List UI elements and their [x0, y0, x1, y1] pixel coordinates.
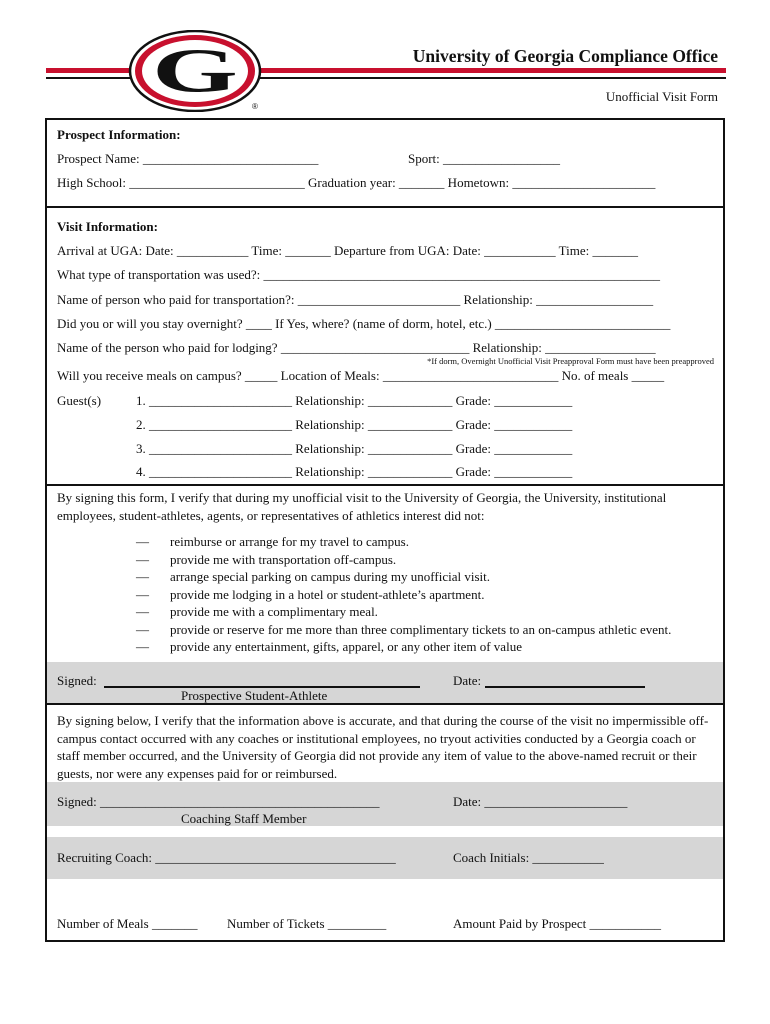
paid-transportation-field[interactable]: Name of person who paid for transportation?: _________________________ Relationship: __________________: [57, 292, 654, 307]
list-dash: —: [136, 587, 149, 602]
divider-certification-coach: [45, 703, 725, 705]
number-of-meals-field[interactable]: Number of Meals _______: [57, 916, 198, 931]
meals-field[interactable]: Will you receive meals on campus? _____ Location of Meals: ___________________________ No. of meals _____: [57, 368, 665, 383]
list-dash: —: [136, 552, 149, 567]
list-item: provide or reserve for me more than three complimentary tickets to an on-campus athletic event.: [170, 622, 672, 637]
divider-visit-certification: [45, 484, 725, 486]
dorm-preapproval-note: *If dorm, Overnight Unofficial Visit Preapproval Form must have been preapproved: [427, 356, 714, 366]
prospect-signature-band: [47, 662, 723, 703]
list-item: provide me lodging in a hotel or student-athlete’s apartment.: [170, 587, 485, 602]
list-dash: —: [136, 622, 149, 637]
form-subtitle: Unofficial Visit Form: [605, 89, 718, 104]
registered-mark: ®: [252, 102, 258, 111]
amount-paid-field[interactable]: Amount Paid by Prospect ___________: [453, 916, 661, 931]
prospect-signed-label: Signed:: [57, 673, 97, 688]
list-item: arrange special parking on campus during my unofficial visit.: [170, 569, 490, 584]
guest-row[interactable]: 1. ______________________ Relationship: _____________ Grade: ____________: [136, 393, 573, 408]
list-item: provide me with transportation off-campus.: [170, 552, 397, 567]
divider-prospect-visit: [45, 206, 725, 208]
overnight-field[interactable]: Did you or will you stay overnight? ____ If Yes, where? (name of dorm, hotel, etc.) ___________________________: [57, 316, 671, 331]
coach-verification-statement: By signing below, I verify that the information above is accurate, and that during the course of the visit no impermissible off-campus contact occurred with any coaches or institutional employees, no tryout activities conducted by a Georgia coach or staff member occurred, and the University of Georgia did not provide any item of value to the above-named recruit or their guests, nor were any expenses paid for or reimbursed.: [57, 713, 709, 781]
list-dash: —: [136, 569, 149, 584]
prospect-date-line[interactable]: [485, 686, 645, 688]
sport-field[interactable]: Sport: __________________: [408, 151, 561, 166]
coach-date-field[interactable]: Date: ______________________: [453, 794, 628, 809]
arrival-departure-fields[interactable]: Arrival at UGA: Date: ___________ Time: _______ Departure from UGA: Date: ___________ Time: _______: [57, 243, 638, 258]
guest-row[interactable]: 2. ______________________ Relationship: _____________ Grade: ____________: [136, 417, 573, 432]
coach-initials-field[interactable]: Coach Initials: ___________: [453, 850, 604, 865]
list-dash: —: [136, 604, 149, 619]
list-dash: —: [136, 534, 149, 549]
logo-letter: G: [152, 36, 238, 106]
guests-label: Guest(s): [57, 393, 102, 408]
guest-row[interactable]: 4. ______________________ Relationship: _____________ Grade: ____________: [136, 464, 573, 479]
prospect-name-field[interactable]: Prospect Name: ___________________________: [57, 151, 319, 166]
list-item: provide any entertainment, gifts, apparel, or any other item of value: [170, 639, 522, 654]
lodging-payer-field[interactable]: Name of the person who paid for lodging? _____________________________ Relationship: _________________: [57, 340, 656, 355]
prospect-heading: Prospect Information:: [57, 127, 181, 142]
list-dash: —: [136, 639, 149, 654]
school-graduation-hometown-fields[interactable]: High School: ___________________________ Graduation year: _______ Hometown: ______________________: [57, 175, 656, 190]
list-item: reimburse or arrange for my travel to campus.: [170, 534, 409, 549]
uga-g-logo: [128, 30, 262, 112]
recruiting-coach-field[interactable]: Recruiting Coach: _____________________________________: [57, 850, 396, 865]
guest-row[interactable]: 3. ______________________ Relationship: _____________ Grade: ____________: [136, 441, 573, 456]
prospect-signer-caption: Prospective Student-Athlete: [181, 688, 328, 703]
list-item: provide me with a complimentary meal.: [170, 604, 378, 619]
coach-signature-field[interactable]: Signed: ___________________________________________: [57, 794, 380, 809]
coach-signer-caption: Coaching Staff Member: [181, 811, 307, 826]
visit-heading: Visit Information:: [57, 219, 158, 234]
page-title: University of Georgia Compliance Office: [412, 46, 718, 66]
certification-intro: By signing this form, I verify that during my unofficial visit to the University of Georgia, the University, institutional employees, student-athletes, agents, or representatives of athletics interest did not:: [57, 490, 667, 523]
number-of-tickets-field[interactable]: Number of Tickets _________: [227, 916, 387, 931]
transportation-field[interactable]: What type of transportation was used?: _____________________________________________________________: [57, 267, 660, 282]
prospect-date-label: Date:: [453, 673, 482, 688]
